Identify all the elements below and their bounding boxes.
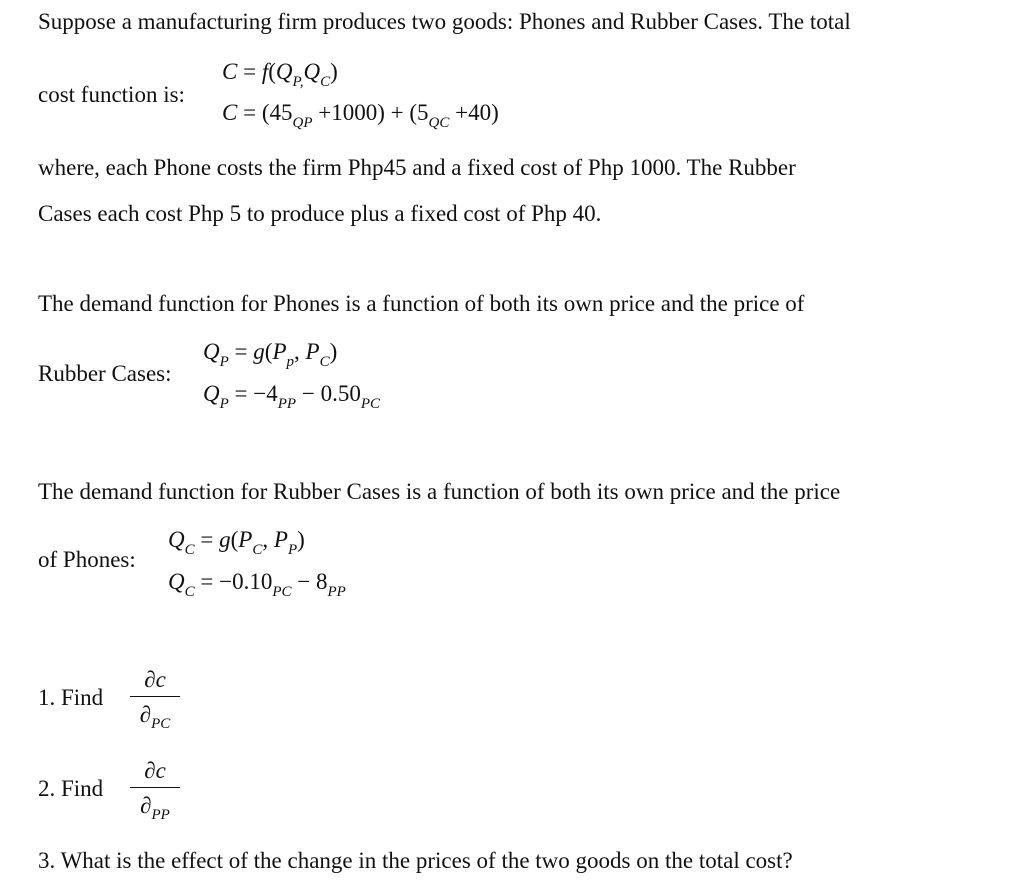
question-2-numerator: ∂c — [144, 758, 166, 783]
intro-line-1: Suppose a manufacturing firm produces two goods: Phones and Rubber Cases. The total — [38, 9, 851, 34]
question-1-denominator: $\partial_{PC}$ — [139, 702, 171, 732]
cost-equation-general: $C = f(Q_{P,}Q_C)$ — [222, 59, 338, 90]
cost-equation-specific: $C = (45_{QP} +1000) + (5_{QC} +40)$ — [222, 100, 499, 131]
question-3-text: 3. What is the effect of the change in the prices of the two goods on the total cost? — [38, 848, 793, 873]
cases-demand-label: of Phones: — [38, 547, 136, 572]
cases-demand-line-1: The demand function for Rubber Cases is a function of both its own price and the price — [38, 479, 841, 504]
phones-demand-label: Rubber Cases: — [38, 361, 172, 386]
phones-demand-equation-general: $Q_P = g(P_p$, $P_C$) — [203, 339, 338, 370]
question-1-numerator: ∂c — [144, 667, 166, 692]
question-1-label: 1. Find — [38, 685, 104, 710]
question-2-label: 2. Find — [38, 776, 104, 801]
question-2-denominator: $\partial_{PP}$ — [140, 793, 170, 823]
intro-line-3: where, each Phone costs the firm Php45 and a fixed cost of Php 1000. The Rubber — [38, 155, 796, 180]
fraction-bar — [130, 696, 180, 697]
cost-function-label: cost function is: — [38, 82, 185, 107]
cases-demand-equation-general: $Q_C = g(P_C$, $P_P$) — [168, 527, 305, 558]
question-1-fraction — [130, 666, 180, 732]
cases-demand-equation-specific: $Q_C = -0.10_{PC} - 8_{PP}$ — [168, 569, 346, 600]
fraction-bar — [130, 787, 180, 788]
intro-line-4: Cases each cost Php 5 to produce plus a fixed cost of Php 40. — [38, 201, 602, 226]
phones-demand-equation-specific: $Q_P = -4_{PP} - 0.50_{PC}$ — [203, 381, 380, 412]
phones-demand-line-1: The demand function for Phones is a function of both its own price and the price of — [38, 291, 805, 316]
question-2-fraction — [130, 757, 180, 823]
